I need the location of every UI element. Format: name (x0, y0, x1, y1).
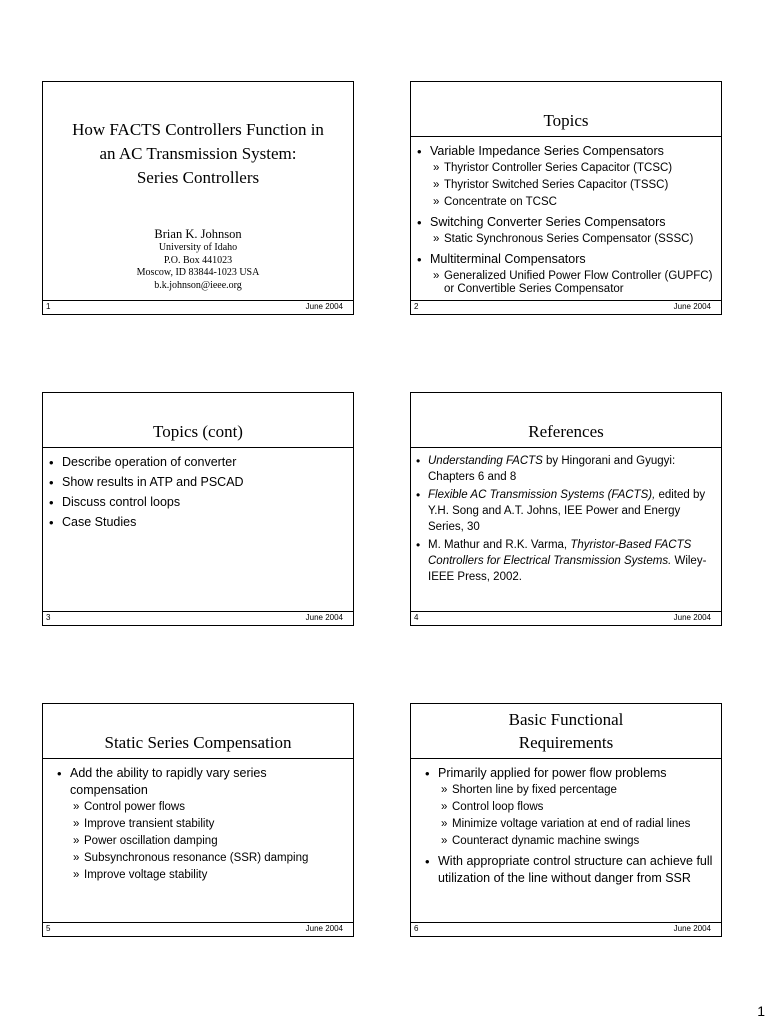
sub-bullet-text: Improve transient stability (84, 818, 215, 830)
reference-item (411, 487, 721, 535)
slide-3 (42, 392, 354, 626)
sub-bullet-icon: » (441, 835, 448, 847)
reference-title: Thyristor-Based FACTS Controllers for Electrical Transmission Systems. (428, 539, 692, 567)
slide-body (43, 451, 353, 609)
reference-title: Understanding FACTS (428, 455, 543, 467)
bullet-icon: • (417, 215, 422, 230)
sub-bullet-icon: » (73, 801, 80, 813)
bullet-item (43, 494, 353, 511)
sub-bullet-icon: » (433, 179, 440, 191)
slide-4 (410, 392, 722, 626)
sub-bullet-icon: » (433, 196, 440, 208)
sub-bullet-icon: » (433, 162, 440, 174)
bullet-item (43, 454, 353, 471)
slide-footer (43, 611, 353, 625)
sub-bullet-icon: » (441, 784, 448, 796)
bullet-icon: • (57, 766, 62, 781)
bullet-icon: • (49, 495, 54, 510)
author-name: Brian K. Johnson (154, 227, 242, 241)
bullet-item (411, 251, 721, 268)
slide-body (51, 762, 353, 920)
bullet-item (419, 765, 721, 782)
sub-bullet-item (51, 816, 353, 833)
sub-bullet-item (419, 799, 721, 816)
sub-bullet-item (419, 833, 721, 850)
sub-bullet-text: Control power flows (84, 801, 185, 813)
sub-bullet-icon: » (433, 270, 440, 282)
slide-number: 1 (46, 302, 51, 311)
sub-bullet-text: Power oscillation damping (84, 835, 218, 847)
reference-authors: M. Mathur and R.K. Varma, (428, 539, 571, 551)
slide-title: References (411, 393, 721, 448)
title-line: Basic Functional (508, 710, 624, 729)
sub-bullet-icon: » (73, 869, 80, 881)
sub-bullet-text: Minimize voltage variation at end of radial lines (452, 818, 691, 830)
bullet-text: Add the ability to rapidly vary series compensation (70, 766, 267, 797)
bullet-item (411, 143, 721, 160)
slide-number: 3 (46, 613, 51, 622)
sub-bullet-item (51, 799, 353, 816)
slide-title: Static Series Compensation (43, 704, 353, 759)
sub-bullet-item (411, 270, 721, 296)
sub-bullet-icon: » (441, 801, 448, 813)
title-line: Series Controllers (136, 168, 260, 187)
bullet-item (43, 514, 353, 531)
sub-bullet-item (411, 160, 721, 177)
bullet-text: Multiterminal Compensators (430, 252, 586, 266)
bullet-icon: • (416, 538, 421, 552)
reference-item (411, 537, 721, 585)
title-line: Requirements (518, 733, 614, 752)
bullet-item (419, 853, 721, 887)
slide-title: Topics (411, 82, 721, 137)
slide-number: 4 (414, 613, 419, 622)
sub-bullet-text: Control loop flows (452, 801, 544, 813)
bullet-icon: • (416, 488, 421, 502)
bullet-item (411, 214, 721, 231)
bullet-text: Case Studies (62, 515, 137, 529)
reference-item (411, 453, 721, 485)
slide-number: 2 (414, 302, 419, 311)
bullet-text: Primarily applied for power flow problems (438, 766, 667, 780)
slide-date: June 2004 (673, 613, 711, 622)
slide-body (411, 140, 721, 298)
bullet-text: Describe operation of converter (62, 455, 237, 469)
bullet-icon: • (49, 475, 54, 490)
bullet-icon: • (417, 144, 422, 159)
slide-footer (43, 300, 353, 314)
reference-title: Flexible AC Transmission Systems (FACTS), (428, 489, 656, 501)
slide-footer (411, 922, 721, 936)
page-number-mark: 1 (757, 1003, 765, 1019)
slide-footer (43, 922, 353, 936)
slide-5 (42, 703, 354, 937)
sub-bullet-text: Shorten line by fixed percentage (452, 784, 617, 796)
affiliation-line: Moscow, ID 83844-1023 USA (136, 267, 260, 278)
slide-2 (410, 81, 722, 315)
sub-bullet-item (51, 867, 353, 884)
sub-bullet-item (411, 177, 721, 194)
sub-bullet-text: Concentrate on TCSC (444, 196, 557, 208)
sub-bullet-icon: » (441, 818, 448, 830)
reference-text: edited by Y.H. Song and A.T. Johns, IEE Power and Energy Series, 30 (428, 489, 706, 533)
slide-footer (411, 611, 721, 625)
slide-number: 5 (46, 924, 51, 933)
bullet-item (43, 474, 353, 491)
slide-date: June 2004 (673, 924, 711, 933)
sub-bullet-item (411, 231, 721, 248)
slide-body (411, 451, 721, 609)
bullet-text: Variable Impedance Series Compensators (430, 144, 664, 158)
sub-bullet-item (419, 816, 721, 833)
sub-bullet-icon: » (73, 835, 80, 847)
sub-bullet-item (419, 782, 721, 799)
bullet-text: Switching Converter Series Compensators (430, 215, 666, 229)
affiliation-line: University of Idaho (158, 242, 238, 253)
sub-bullet-item (51, 833, 353, 850)
title-line: How FACTS Controllers Function in (72, 120, 324, 139)
slide-date: June 2004 (305, 302, 343, 311)
author-affiliation (43, 242, 353, 292)
bullet-icon: • (49, 455, 54, 470)
sub-bullet-text: Subsynchronous resonance (SSR) damping (84, 852, 309, 864)
sub-bullet-icon: » (433, 233, 440, 245)
bullet-text: With appropriate control structure can achieve full utilization of the line without danger from SSR (438, 854, 713, 885)
slide-title (411, 704, 721, 759)
sub-bullet-text: Improve voltage stability (84, 869, 208, 881)
slide-date: June 2004 (305, 613, 343, 622)
affiliation-email: b.k.johnson@ieee.org (154, 279, 242, 291)
slide-date: June 2004 (673, 302, 711, 311)
reference-text: Wiley-IEEE Press, 2002. (428, 555, 707, 583)
sub-bullet-text: Thyristor Controller Series Capacitor (TCSC) (444, 162, 673, 174)
sub-bullet-icon: » (73, 818, 80, 830)
slide-date: June 2004 (305, 924, 343, 933)
slide-body (419, 762, 721, 920)
sub-bullet-text: Generalized Unified Power Flow Controller (GUPFC) or Convertible Series Compensator (444, 270, 713, 295)
slide-number: 6 (414, 924, 419, 933)
title-line: an AC Transmission System: (99, 144, 297, 163)
bullet-text: Discuss control loops (62, 495, 181, 509)
bullet-icon: • (417, 252, 422, 267)
sub-bullet-text: Thyristor Switched Series Capacitor (TSSC) (444, 179, 669, 191)
bullet-icon: • (425, 766, 430, 781)
bullet-icon: • (49, 515, 54, 530)
bullet-item (51, 765, 353, 799)
slide-1 (42, 81, 354, 315)
bullet-icon: • (416, 454, 421, 468)
sub-bullet-text: Counteract dynamic machine swings (452, 835, 640, 847)
sub-bullet-item (411, 194, 721, 211)
sub-bullet-item (51, 850, 353, 867)
bullet-text: Show results in ATP and PSCAD (62, 475, 244, 489)
slide-6 (410, 703, 722, 937)
sub-bullet-text: Static Synchronous Series Compensator (SSSC) (444, 233, 694, 245)
slide-1-title (43, 118, 353, 190)
sub-bullet-icon: » (73, 852, 80, 864)
bullet-icon: • (425, 854, 430, 869)
slide-title: Topics (cont) (43, 393, 353, 448)
slide-footer (411, 300, 721, 314)
reference-text: by Hingorani and Gyugyi: Chapters 6 and 8 (428, 455, 676, 483)
affiliation-line: P.O. Box 441023 (163, 254, 233, 266)
